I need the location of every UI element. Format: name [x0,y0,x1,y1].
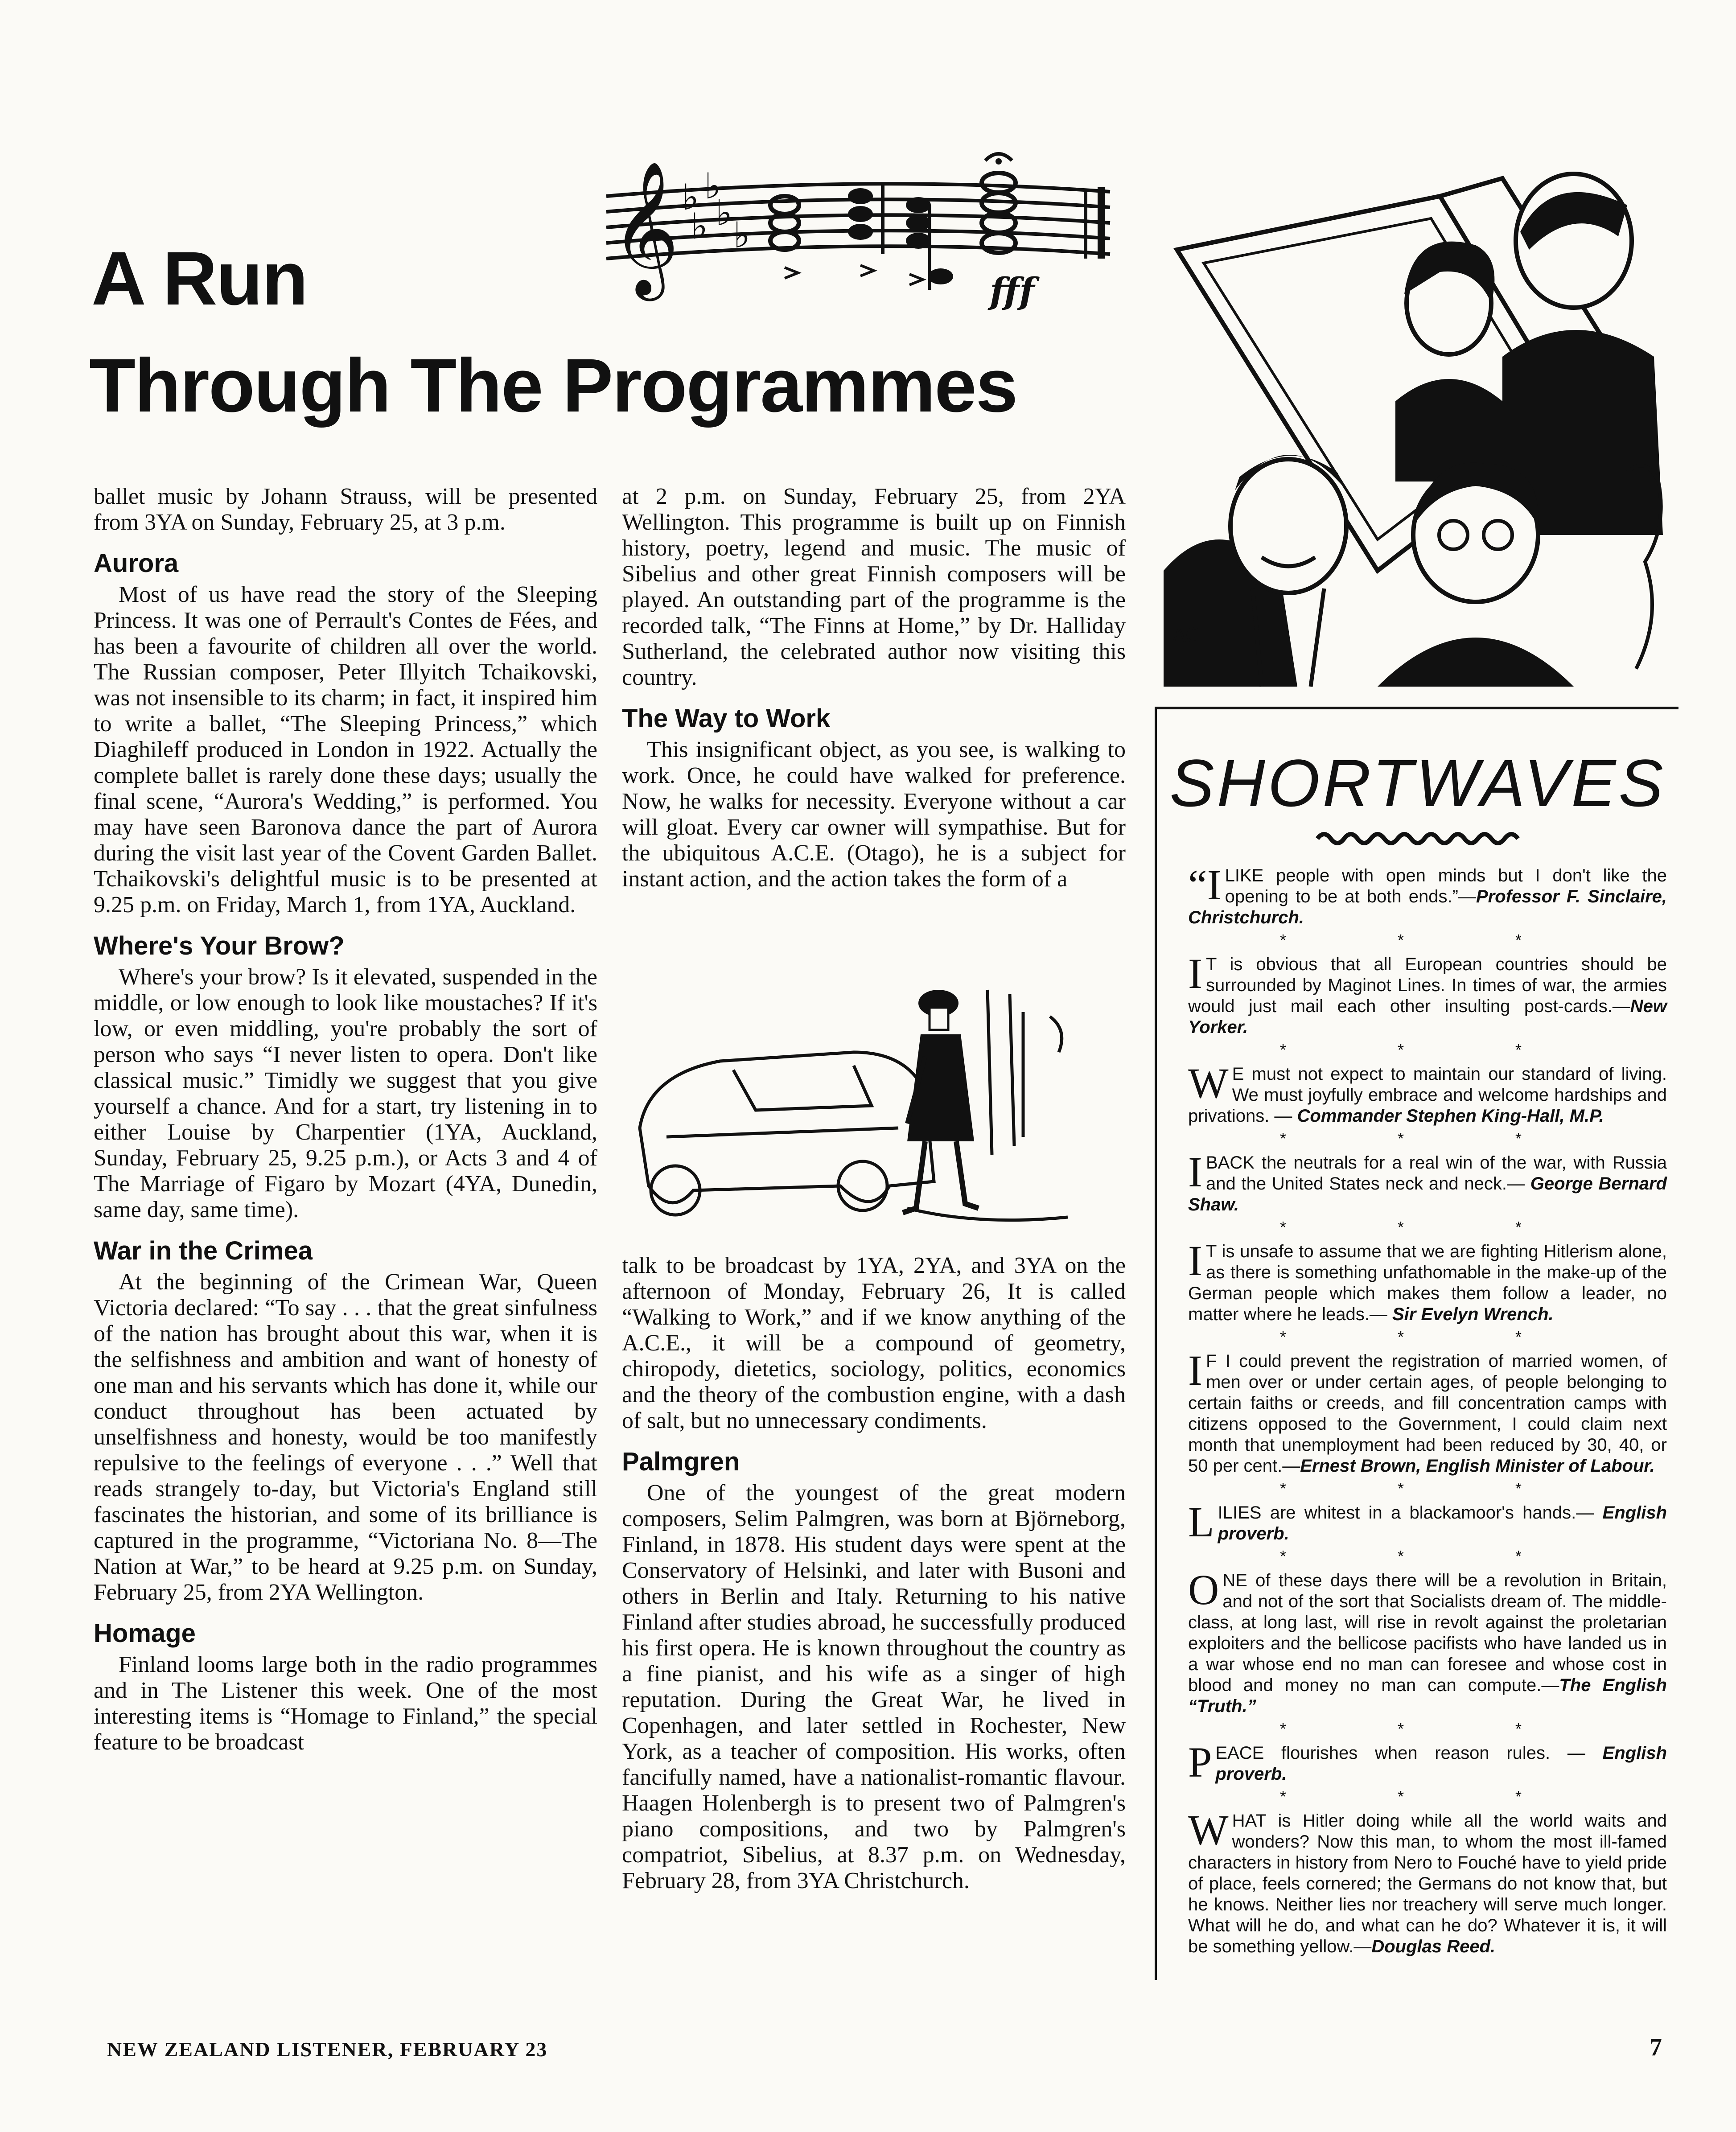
fff-dynamic-mark: fff [990,270,1035,312]
drop-cap: I [1188,1148,1202,1196]
shortwaves-list [1188,861,1667,1957]
drop-cap: I [1188,1237,1202,1284]
section-heading-homage: Homage [94,1619,196,1648]
shortwave-quote: I T is obvious that all European countries should be surrounded by Maginot Lines. In times of war, the armies would just mail each other insulting post-cards.—New Yorker. [1188,950,1667,1037]
shortwave-quote: W E must not expect to maintain our standard of living. We must joyfully embrace and welcome hardships and privations. — Commander Stephen King-Hall, M.P. [1188,1059,1667,1126]
separator-stars: * * * [1279,1129,1576,1148]
section-text-way-to-work: This insignificant object, as you see, is walking to work. Once, he could have walked for preference. Now, he walks for necessity. Everyone without a car will gloat. Every car owner will sympathise. But for the ubiquitous A.C.E. (Otago), he is a subject for instant action, and the action takes the form of a [622,737,1126,892]
shortwave-quote: I T is unsafe to assume that we are fighting Hitlerism alone, as there is something unfathomable in the make-up of the German people which makes them follow a leader, no matter where he leads.— Sir Evelyn Wrench. [1188,1237,1667,1324]
footer-publication: NEW ZEALAND LISTENER, FEBRUARY 23 [107,2038,548,2061]
quote-attribution: Sir Evelyn Wrench. [1392,1305,1554,1324]
headline-line-2: Through The Programmes [89,343,1017,428]
quote-attribution: Professor F. Sinclaire, Christchurch. [1188,887,1667,927]
headline-line-1: A Run [91,236,308,321]
svg-text:♭: ♭ [704,165,721,207]
quote-attribution: Douglas Reed. [1371,1937,1496,1956]
column-2-bottom [622,1253,1126,1894]
shortwave-quote: I F I could prevent the registration of married women, of men over or under certain ages, of people belonging to certain faiths or creeds, and fill concentration camps with citizens opposed to the Government, I could claim next month that unemployment had been reduced by 30, 40, or 50 per cent.—Ernest Brown, English Minister of Labour. [1188,1346,1667,1476]
section-text-palmgren: One of the youngest of the great modern composers, Selim Palmgren, was born at Björneborg, Finland, in 1878. His student days were spent at the Conservatory of Helsinki, and later with Busoni and others in Berlin and Italy. Returning to his native Finland after studies abroad, he successfully produced his first opera. He is known throughout the country as a fine pianist, and his wife as a singer of high reputation. During the Great War, he lived in Copenhagen, and later settled in Rochester, New York, as a teacher of composition. His works, often fancifully named, have a nationalist-romantic flavour. Haagen Holenbergh is to present two of Palmgren's piano compositions, and two by Palmgren's compatriot, Sibelius, at 8.37 p.m. on Wednesday, February 28, from 3YA Christchurch. [622,1480,1126,1893]
wavy-rule [1157,825,1678,848]
walking-man-cartoon [622,976,1126,1235]
shortwave-quote: PEACE flourishes when reason rules. — English proverb. [1188,1738,1667,1786]
drop-cap: O [1188,1566,1219,1613]
svg-text:♭: ♭ [682,177,699,218]
caricature-illustration [1164,169,1676,691]
shortwave-quote: ONE of these days there will be a revolution in Britain, and not of the sort that Socialists dream of. The middle-class, at long last, will rise in revolt against the proletarian exploiters and the bellicose pacifists who have landed us in a war whose end no man can foresee and whose cost in blood and money no man can compute.—The English “Truth.” [1188,1566,1667,1716]
separator-stars: * * * [1279,1479,1576,1498]
column-1 [94,484,597,1755]
separator-stars: * * * [1279,1547,1576,1565]
section-text-homage: Finland looms large both in the radio programmes and in The Listener this week. One of the most interesting items is “Homage to Finland,” the special feature to be broadcast [94,1652,597,1755]
separator-stars: * * * [1279,1041,1576,1059]
shortwaves-box [1155,707,1678,1980]
column-2-top [622,484,1126,892]
quote-attribution: New Yorker. [1188,996,1667,1037]
drop-cap: I [1188,1346,1202,1394]
drop-cap: P [1188,1738,1212,1786]
shortwave-quote: WHAT is Hitler doing while all the world waits and wonders? Now this man, to whom the most ill-famed characters in history from Nero to Fouché have to yield pride of place, feels cornered; the Germans do not know that, but he knows. Neither lies nor treachery will serve much longer. What will he do, and what can he do? Whatever it is, it will be something yellow.—Douglas Reed. [1188,1806,1667,1956]
shortwave-quote: LILIES are whitest in a blackamoor's hands.— English proverb. [1188,1498,1667,1546]
svg-text:♭: ♭ [733,214,750,256]
separator-stars: * * * [1279,1787,1576,1806]
section-heading-crimea: War in the Crimea [94,1236,313,1265]
svg-text:♭: ♭ [691,206,708,247]
separator-stars: * * * [1279,931,1576,949]
separator-stars: * * * [1279,1720,1576,1738]
separator-stars: * * * [1279,1218,1576,1236]
section-heading-aurora: Aurora [94,549,179,578]
music-staff-illustration [597,147,1123,321]
quote-attribution: Commander Stephen King-Hall, M.P. [1297,1106,1604,1126]
section-heading-way-to-work: The Way to Work [622,704,831,733]
quote-attribution: The English “Truth.” [1188,1675,1667,1716]
svg-text:𝄞: 𝄞 [611,161,679,295]
intro-paragraph: ballet music by Johann Strauss, will be presented from 3YA on Sunday, February 25, at 3 p.m. [94,484,597,535]
shortwave-quote: “I LIKE people with open minds but I don't like the opening to be at both ends.”—Professor F. Sinclaire, Christchurch. [1188,861,1667,927]
drop-cap: “I [1188,861,1222,909]
page-number: 7 [1650,2033,1662,2061]
svg-text:♭: ♭ [716,192,732,234]
quote-attribution: Ernest Brown, English Minister of Labour. [1300,1456,1655,1476]
section-heading-palmgren: Palmgren [622,1447,740,1476]
quote-attribution: English proverb. [1215,1743,1667,1784]
section-text-brow: Where's your brow? Is it elevated, suspended in the middle, or low enough to look like moustaches? If it's low, or even middling, you're probably the sort of person who says “I never listen to opera. Don't like classical music.” Timidly we suggest that you give yourself a chance. And for a start, try listening in to either Louise by Charpentier (1YA, Auckland, Sunday, February 25, 9.25 p.m.), or Acts 3 and 4 of The Marriage of Figaro by Mozart (4YA, Dunedin, same day, same time). [94,964,597,1222]
drop-cap: L [1188,1498,1214,1546]
quote-attribution: George Bernard Shaw. [1188,1174,1667,1214]
drop-cap: W [1188,1806,1229,1854]
quote-attribution: English proverb. [1218,1503,1667,1543]
artist-signature: AC [1172,624,1200,647]
separator-stars: * * * [1279,1328,1576,1346]
section-text-crimea: At the beginning of the Crimean War, Queen Victoria declared: “To say . . . that the great sinfulness of the nation has brought about this war, when it is the selfishness and ambition and want of honesty of one man and his servants which has done it, while our conduct throughout has been actuated by unselfishness and honesty, would be too manifestly repulsive to the feelings of everyone . . .” Well that reads strangely to-day, but Victoria's England still fascinates the historian, and some of its brilliance is captured in the programme, “Victoriana No. 8—The Nation at War,” to be heard at 9.25 p.m. on Sunday, February 25, from 2YA Wellington. [94,1269,597,1605]
drop-cap: I [1188,950,1202,997]
shortwave-quote: I BACK the neutrals for a real win of the war, with Russia and the United States neck and neck.— George Bernard Shaw. [1188,1148,1667,1214]
section-heading-brow: Where's Your Brow? [94,931,345,960]
drop-cap: W [1188,1059,1229,1107]
section-text-aurora: Most of us have read the story of the Sleeping Princess. It was one of Perrault's Contes de Fées, and has been a favourite of children all over the world. The Russian composer, Peter Illyitch Tchaikovski, was not insensible to its charm; in fact, it inspired him to write a ballet, “The Sleeping Princess,” which Diaghileff produced in London in 1922. Actually the complete ballet is rarely done these days; usually the final scene, “Aurora's Wedding,” is performed. You may have seen Baronova dance the part of Aurora during the visit last year of the Covent Garden Ballet. Tchaikovski's delightful music is to be presented at 9.25 p.m. on Friday, March 1, from 1YA, Auckland. [94,582,597,918]
way-to-work-continued: talk to be broadcast by 1YA, 2YA, and 3YA on the afternoon of Monday, February 26, It is called “Walking to Work,” and if we know anything of the A.C.E., it will be a compound of geometry, chiropody, dietetics, sociology, politics, economics and the theory of the combustion engine, with a dash of salt, but no unnecessary condiments. [622,1253,1126,1433]
homage-continued: at 2 p.m. on Sunday, February 25, from 2YA Wellington. This programme is built up on Finnish history, poetry, legend and music. The music of Sibelius and other great Finnish composers will be played. An outstanding part of the programme is the recorded talk, “The Finns at Home,” by Dr. Halliday Sutherland, the celebrated author now visiting this country. [622,484,1126,690]
shortwaves-title: SHORTWAVES [1169,745,1666,820]
